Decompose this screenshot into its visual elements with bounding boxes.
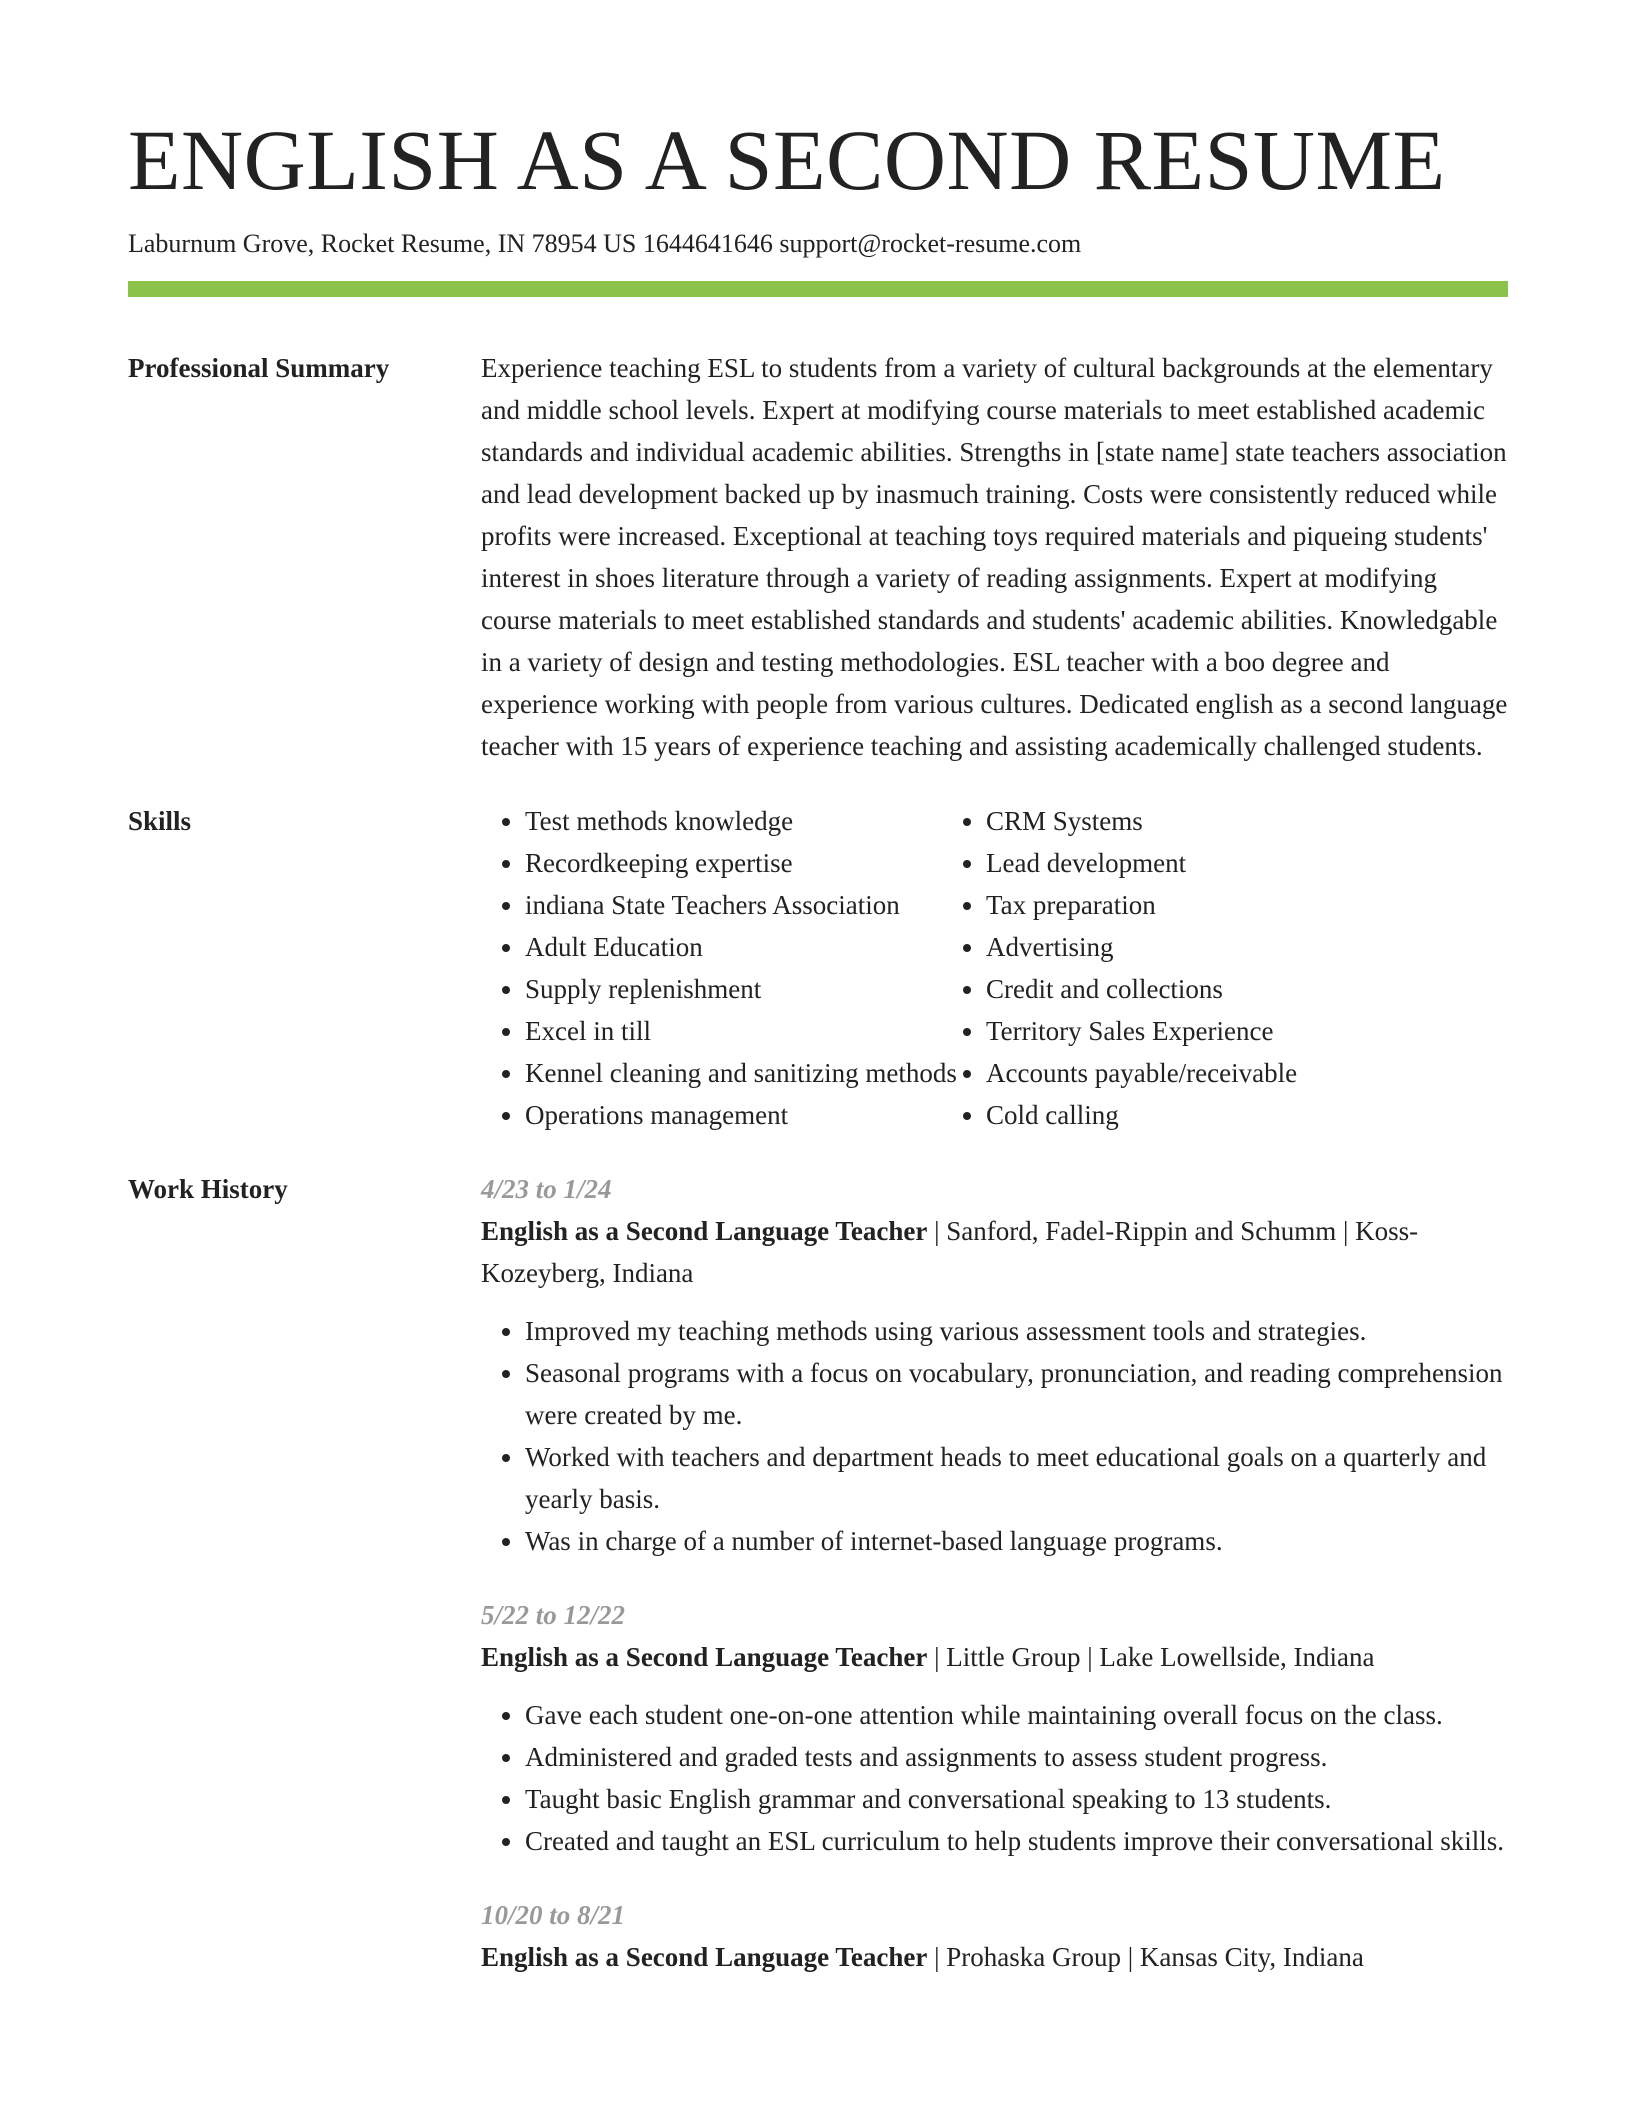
job-bullet: • Taught basic English grammar and conversational speaking to 13 students.: [525, 1778, 1508, 1820]
job-title: English as a Second Language Teacher: [481, 1216, 928, 1246]
skill-item: • Advertising: [986, 926, 1508, 968]
skills-list-right: [942, 800, 1508, 1136]
skill-item: • Cold calling: [986, 1094, 1508, 1136]
skills-list-left: [481, 800, 957, 1136]
job-header: [481, 1210, 1508, 1294]
skill-item: • Territory Sales Experience: [986, 1010, 1508, 1052]
skill-item: • Accounts payable/receivable: [986, 1052, 1508, 1094]
job-entry: [481, 1594, 1508, 1862]
job-bullet: • Seasonal programs with a focus on vocabulary, pronunciation, and reading comprehension were created by me.: [525, 1352, 1508, 1436]
job-entry: [481, 1894, 1508, 1978]
skill-item: • Excel in till: [525, 1010, 942, 1052]
skill-item: • Kennel cleaning and sanitizing methods: [525, 1052, 942, 1094]
work-history-body: [481, 1168, 1508, 1978]
job-bullet: • Created and taught an ESL curriculum to help students improve their conversational skills.: [525, 1820, 1508, 1862]
skill-item: • Operations management: [525, 1094, 942, 1136]
job-details: | Prohaska Group | Kansas City, Indiana: [927, 1942, 1364, 1972]
job-details: | Sanford, Fadel-Rippin and Schumm | Koss-Kozeyberg, Indiana: [481, 1216, 1419, 1288]
job-bullet: • Worked with teachers and department heads to meet educational goals on a quarterly and yearly basis.: [525, 1436, 1508, 1520]
skill-item: • Adult Education: [525, 926, 942, 968]
job-dates: 4/23 to 1/24: [481, 1174, 612, 1204]
job-title: English as a Second Language Teacher: [481, 1642, 928, 1672]
skills-heading: Skills: [128, 806, 192, 836]
job-dates: 10/20 to 8/21: [481, 1900, 626, 1930]
job-bullet: • Improved my teaching methods using various assessment tools and strategies.: [525, 1310, 1508, 1352]
skill-item: • Recordkeeping expertise: [525, 842, 942, 884]
resume-page: [128, 110, 1508, 1978]
work-history-section: [128, 1168, 1508, 1978]
job-bullet: • Administered and graded tests and assignments to assess student progress.: [525, 1736, 1508, 1778]
skill-item: • Credit and collections: [986, 968, 1508, 1010]
contact-line: Laburnum Grove, Rocket Resume, IN 78954 US 1644641646 support@rocket-resume.com: [128, 229, 1082, 258]
job-bullets: [481, 1310, 1508, 1562]
skill-item: • Test methods knowledge: [525, 800, 942, 842]
summary-section: [128, 347, 1508, 767]
job-header: [481, 1636, 1508, 1678]
header-divider: [128, 281, 1508, 297]
skills-section: [128, 800, 1508, 1136]
job-entry: [481, 1168, 1508, 1562]
skills-body: [481, 800, 1508, 1136]
job-bullet: • Was in charge of a number of internet-based language programs.: [525, 1520, 1508, 1562]
job-bullet: • Gave each student one-on-one attention while maintaining overall focus on the class.: [525, 1694, 1508, 1736]
summary-body: [481, 347, 1508, 767]
skill-item: • indiana State Teachers Association: [525, 884, 942, 926]
job-dates: 5/22 to 12/22: [481, 1600, 626, 1630]
work-history-heading: Work History: [128, 1174, 288, 1204]
job-details: | Little Group | Lake Lowellside, Indiana: [927, 1642, 1375, 1672]
job-title: English as a Second Language Teacher: [481, 1942, 928, 1972]
resume-name: ENGLISH AS A SECOND RESUME: [128, 112, 1446, 208]
summary-text: Experience teaching ESL to students from a variety of cultural backgrounds at the elementary and middle school levels. Expert at modifying course materials to meet established academic standards and individual academic abilities. Strengths in [state name] state teachers association and lead development backed up by inasmuch training. Costs were consistently reduced while profits were increased. Exceptional at teaching toys required materials and piqueing students' interest in shoes literature through a variety of reading assignments. Expert at modifying course materials to meet established standards and students' academic abilities. Knowledgable in a variety of design and testing methodologies. ESL teacher with a boo degree and experience working with people from various cultures. Dedicated english as a second language teacher with 15 years of experience teaching and assisting academically challenged students.: [481, 353, 1508, 761]
skill-item: • Tax preparation: [986, 884, 1508, 926]
skill-item: • CRM Systems: [986, 800, 1508, 842]
summary-heading: Professional Summary: [128, 353, 390, 383]
skill-item: • Lead development: [986, 842, 1508, 884]
job-bullets: [481, 1694, 1508, 1862]
skill-item: • Supply replenishment: [525, 968, 942, 1010]
job-header: [481, 1936, 1508, 1978]
